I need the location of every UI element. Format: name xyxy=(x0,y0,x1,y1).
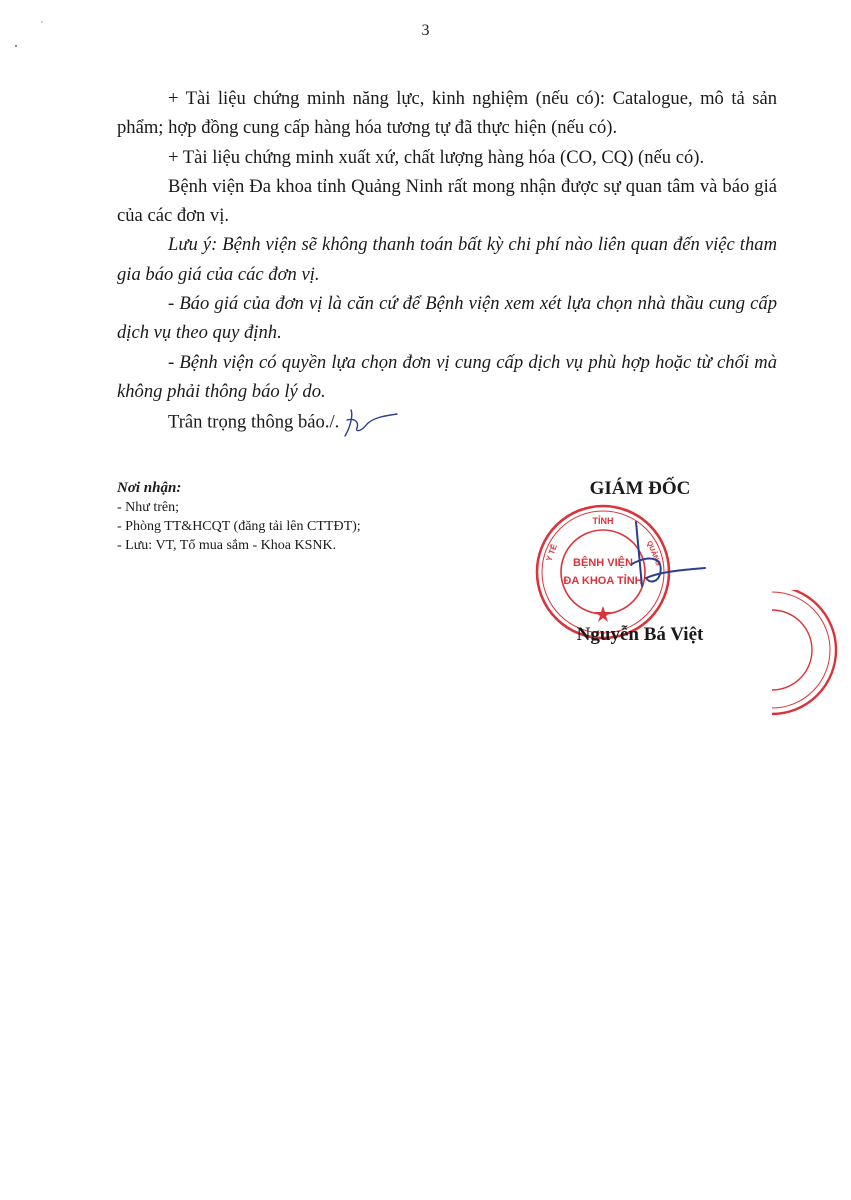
initial-signature-icon xyxy=(339,406,401,440)
director-signature-icon xyxy=(500,474,780,624)
body-text xyxy=(117,84,777,440)
paragraph-origin-docs: + Tài liệu chứng minh xuất xứ, chất lượng hàng hóa (CO, CQ) (nếu có). xyxy=(168,146,705,168)
stamp-left-text: Y TẾ xyxy=(544,543,559,563)
recipient-item: - Phòng TT&HCQT (đăng tải lên CTTĐT); xyxy=(117,519,361,534)
stamp-top-text: TỈNH xyxy=(592,516,614,526)
closing-line xyxy=(117,406,777,440)
signatory-name: Nguyễn Bá Việt xyxy=(576,624,704,645)
stamp-center-line2: ĐA KHOA TỈNH xyxy=(563,575,643,587)
recipients-block xyxy=(117,479,457,555)
recipient-item: - Lưu: VT, Tổ mua sắm - Khoa KSNK. xyxy=(117,538,337,553)
paragraph-note-basis: - Báo giá của đơn vị là căn cứ để Bệnh viện xem xét lựa chọn nhà thầu cung cấp dịch vụ theo quy định. xyxy=(117,293,777,344)
recipients-list xyxy=(117,498,457,555)
stamp-center-line1: BỆNH VIỆN xyxy=(573,557,633,569)
page-number: 3 xyxy=(421,22,430,39)
paragraph-note-rights: - Bệnh viện có quyền lựa chọn đơn vị cung cấp dịch vụ phù hợp hoặc từ chối mà không phải thông báo lý do. xyxy=(117,351,777,402)
stamp-right-text: QUẢNG xyxy=(645,540,662,567)
paragraph-capability-docs: + Tài liệu chứng minh năng lực, kinh nghiệm (nếu có): Catalogue, mô tả sản phẩm; hợp đồng cung cấp hàng hóa tương tự đã thực hiện (nếu có). xyxy=(117,88,777,139)
partial-stamp-icon xyxy=(772,590,851,720)
paragraph-request: Bệnh viện Đa khoa tỉnh Quảng Ninh rất mong nhận được sự quan tâm và báo giá của các đơn vị. xyxy=(117,175,777,227)
signatory-block xyxy=(500,474,780,674)
recipients-heading: Nơi nhận: xyxy=(117,480,182,496)
recipient-item: - Như trên; xyxy=(117,500,180,515)
signatory-title: GIÁM ĐỐC xyxy=(589,478,691,499)
paragraph-note-costs: Lưu ý: Bệnh viện sẽ không thanh toán bất kỳ chi phí nào liên quan đến việc tham gia báo giá của các đơn vị. xyxy=(117,234,777,285)
closing-text: Trân trọng thông báo./. xyxy=(168,411,340,433)
